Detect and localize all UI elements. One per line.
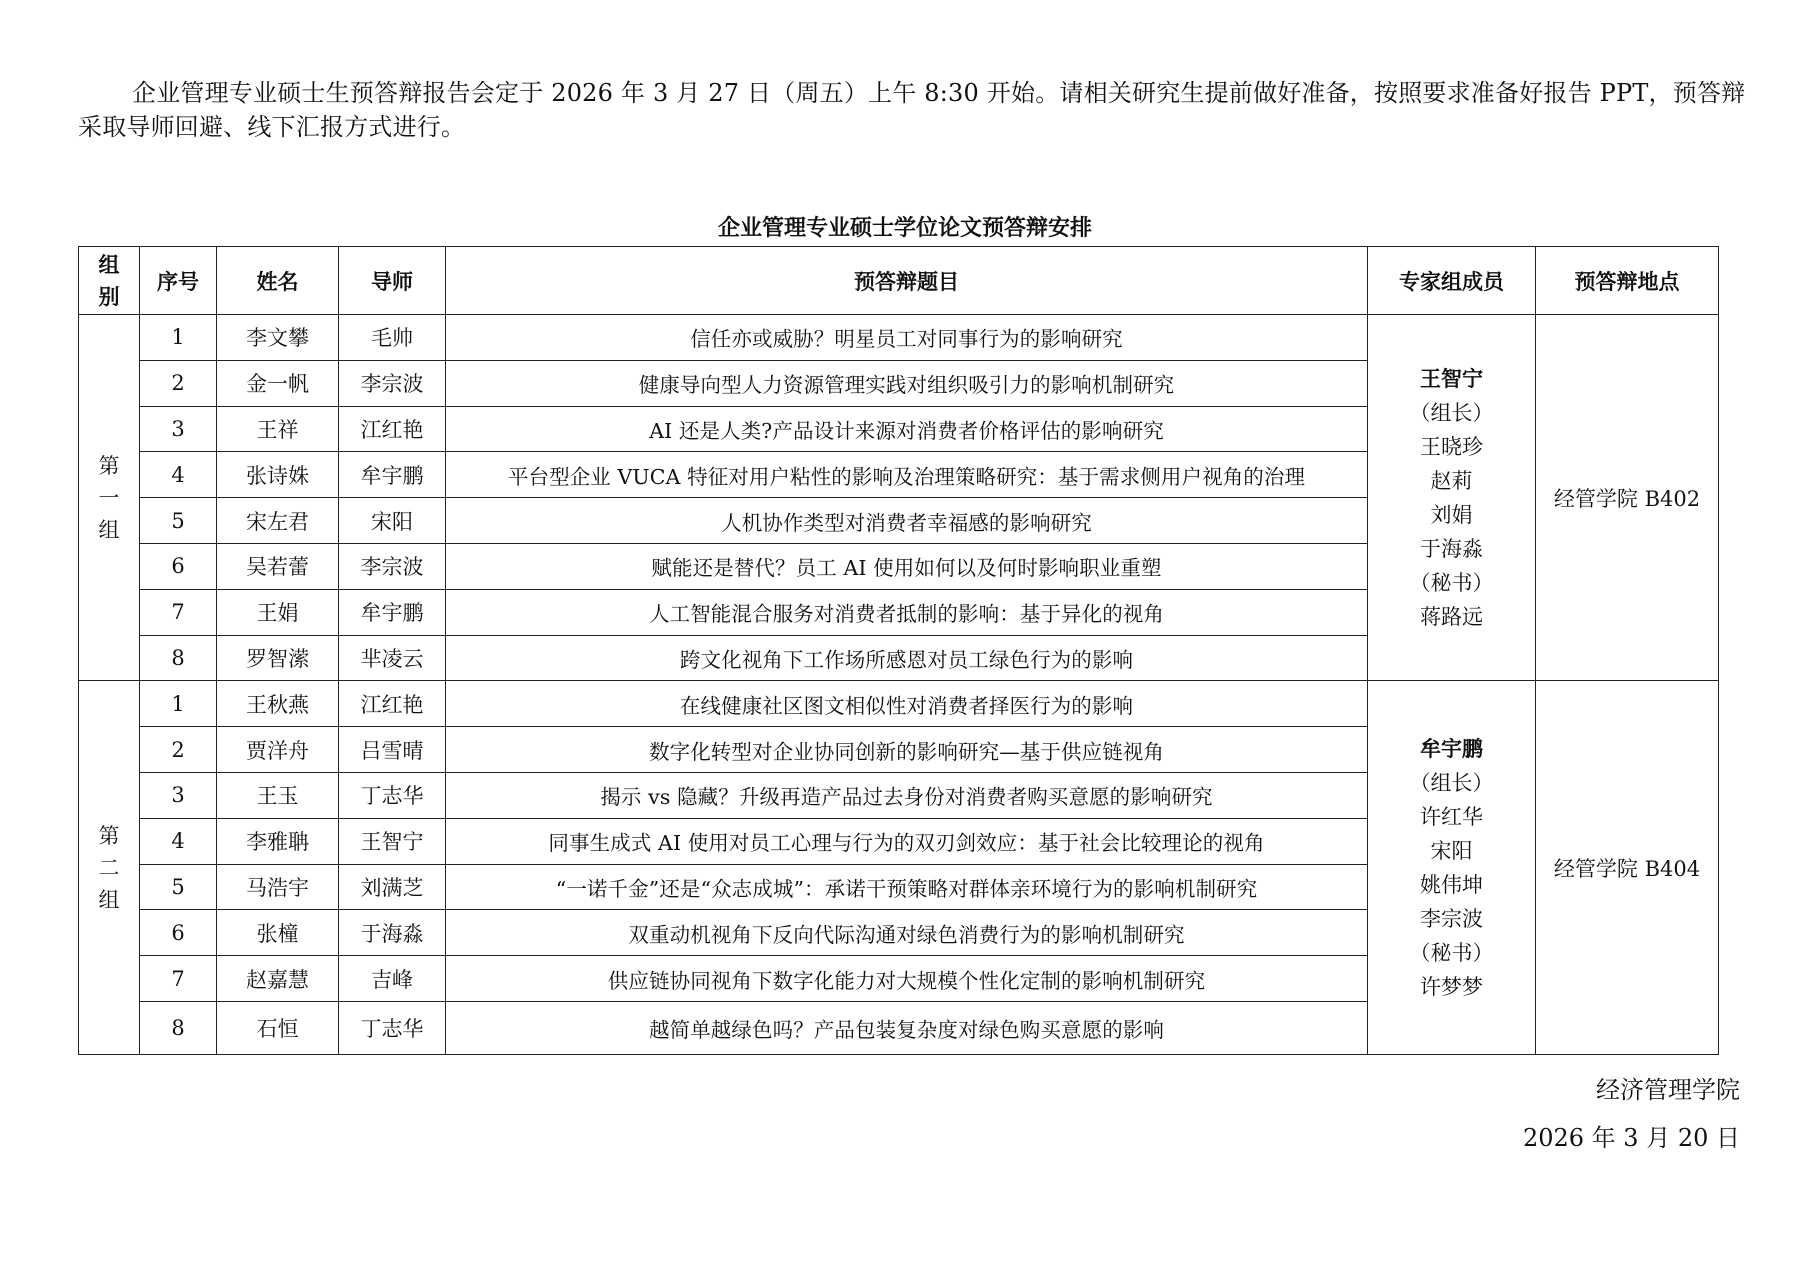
expert-member: 于海淼 xyxy=(1420,536,1483,561)
defense-schedule-table xyxy=(78,246,1719,1055)
header-experts: 专家组成员 xyxy=(1368,247,1536,315)
advisor-cell: 吕雪晴 xyxy=(339,727,446,773)
advisor-cell: 王智宁 xyxy=(339,818,446,864)
seq-cell: 3 xyxy=(140,406,217,452)
header-group xyxy=(79,247,140,315)
seq-cell: 4 xyxy=(140,818,217,864)
seq-cell: 7 xyxy=(140,589,217,635)
topic-cell: 跨文化视角下工作场所感恩对员工绿色行为的影响 xyxy=(446,635,1368,681)
topic-cell: 信任亦或威胁？明星员工对同事行为的影响研究 xyxy=(446,315,1368,361)
defense-location: 经管学院 B402 xyxy=(1536,315,1719,681)
topic-cell: “一诺千金”还是“众志成城”：承诺干预策略对群体亲环境行为的影响机制研究 xyxy=(446,864,1368,910)
expert-member: 许红华 xyxy=(1420,804,1483,829)
group-label-char: 第 xyxy=(98,453,120,478)
advisor-cell: 江红艳 xyxy=(339,406,446,452)
expert-member: 王晓珍 xyxy=(1420,434,1483,459)
advisor-cell: 宋阳 xyxy=(339,498,446,544)
group-label-char: 一 xyxy=(98,485,120,510)
expert-member: 赵莉 xyxy=(1430,468,1473,493)
seq-cell: 2 xyxy=(140,727,217,773)
schedule-body xyxy=(79,315,1719,1055)
expert-leader-name: 王智宁 xyxy=(1420,366,1483,391)
topic-cell: 供应链协同视角下数字化能力对大规模个性化定制的影响机制研究 xyxy=(446,956,1368,1002)
expert-member: （秘书） xyxy=(1409,570,1494,595)
topic-cell: 在线健康社区图文相似性对消费者择医行为的影响 xyxy=(446,681,1368,727)
issuing-organization: 经济管理学院 xyxy=(1596,1076,1740,1104)
advisor-cell: 丁志华 xyxy=(339,772,446,818)
advisor-cell: 丁志华 xyxy=(339,1001,446,1054)
header-seq: 序号 xyxy=(140,247,217,315)
advisor-cell: 吉峰 xyxy=(339,956,446,1002)
group-label-char: 第 xyxy=(98,823,120,848)
student-name-cell: 李文攀 xyxy=(217,315,339,361)
header-location: 预答辩地点 xyxy=(1536,247,1719,315)
expert-member: （组长） xyxy=(1409,400,1494,425)
expert-member: （秘书） xyxy=(1409,940,1494,965)
seq-cell: 1 xyxy=(140,681,217,727)
group-label xyxy=(79,681,140,1055)
seq-cell: 4 xyxy=(140,452,217,498)
group-label-char: 二 xyxy=(98,855,120,880)
topic-cell: AI 还是人类?产品设计来源对消费者价格评估的影响研究 xyxy=(446,406,1368,452)
seq-cell: 3 xyxy=(140,772,217,818)
header-topic: 预答辩题目 xyxy=(446,247,1368,315)
issue-date: 2026 年 3 月 20 日 xyxy=(1522,1124,1740,1152)
expert-member: 姚伟坤 xyxy=(1420,872,1483,897)
seq-cell: 8 xyxy=(140,635,217,681)
student-name-cell: 石恒 xyxy=(217,1001,339,1054)
advisor-cell: 毛帅 xyxy=(339,315,446,361)
topic-cell: 平台型企业 VUCA 特征对用户粘性的影响及治理策略研究：基于需求侧用户视角的治理 xyxy=(446,452,1368,498)
expert-member: （组长） xyxy=(1409,770,1494,795)
topic-cell: 人工智能混合服务对消费者抵制的影响：基于异化的视角 xyxy=(446,589,1368,635)
topic-cell: 双重动机视角下反向代际沟通对绿色消费行为的影响机制研究 xyxy=(446,910,1368,956)
student-name-cell: 张诗姝 xyxy=(217,452,339,498)
topic-cell: 赋能还是替代？员工 AI 使用如何以及何时影响职业重塑 xyxy=(446,543,1368,589)
expert-member: 宋阳 xyxy=(1430,838,1473,863)
header-name: 姓名 xyxy=(217,247,339,315)
seq-cell: 8 xyxy=(140,1001,217,1054)
expert-member: 李宗波 xyxy=(1420,906,1483,931)
student-name-cell: 王娟 xyxy=(217,589,339,635)
advisor-cell: 李宗波 xyxy=(339,360,446,406)
group-label-char: 组 xyxy=(98,887,120,912)
header-group-char: 别 xyxy=(98,284,120,309)
topic-cell: 数字化转型对企业协同创新的影响研究—基于供应链视角 xyxy=(446,727,1368,773)
advisor-cell: 芈凌云 xyxy=(339,635,446,681)
advisor-cell: 刘满芝 xyxy=(339,864,446,910)
expert-member: 许梦梦 xyxy=(1420,974,1483,999)
seq-cell: 7 xyxy=(140,956,217,1002)
student-name-cell: 罗智潆 xyxy=(217,635,339,681)
topic-cell: 人机协作类型对消费者幸福感的影响研究 xyxy=(446,498,1368,544)
advisor-cell: 李宗波 xyxy=(339,543,446,589)
student-name-cell: 宋左君 xyxy=(217,498,339,544)
seq-cell: 6 xyxy=(140,910,217,956)
advisor-cell: 牟宇鹏 xyxy=(339,452,446,498)
header-row xyxy=(79,247,1719,315)
expert-panel xyxy=(1368,315,1536,681)
seq-cell: 1 xyxy=(140,315,217,361)
student-name-cell: 吴若蕾 xyxy=(217,543,339,589)
seq-cell: 2 xyxy=(140,360,217,406)
table-title: 企业管理专业硕士学位论文预答辩安排 xyxy=(717,216,1092,241)
topic-cell: 揭示 vs 隐藏？升级再造产品过去身份对消费者购买意愿的影响研究 xyxy=(446,772,1368,818)
student-name-cell: 王秋燕 xyxy=(217,681,339,727)
header-advisor: 导师 xyxy=(339,247,446,315)
header-group-char: 组 xyxy=(98,252,120,277)
student-name-cell: 贾洋舟 xyxy=(217,727,339,773)
advisor-cell: 于海淼 xyxy=(339,910,446,956)
group-label xyxy=(79,315,140,681)
student-name-cell: 王祥 xyxy=(217,406,339,452)
seq-cell: 6 xyxy=(140,543,217,589)
table-row xyxy=(79,681,1719,727)
advisor-cell: 江红艳 xyxy=(339,681,446,727)
student-name-cell: 金一帆 xyxy=(217,360,339,406)
expert-member: 刘娟 xyxy=(1430,502,1473,527)
student-name-cell: 赵嘉慧 xyxy=(217,956,339,1002)
expert-panel xyxy=(1368,681,1536,1055)
group-label-char: 组 xyxy=(98,517,120,542)
student-name-cell: 张橦 xyxy=(217,910,339,956)
student-name-cell: 李雅聃 xyxy=(217,818,339,864)
student-name-cell: 王玉 xyxy=(217,772,339,818)
seq-cell: 5 xyxy=(140,864,217,910)
topic-cell: 同事生成式 AI 使用对员工心理与行为的双刃剑效应：基于社会比较理论的视角 xyxy=(446,818,1368,864)
topic-cell: 越简单越绿色吗？产品包装复杂度对绿色购买意愿的影响 xyxy=(446,1001,1368,1054)
topic-cell: 健康导向型人力资源管理实践对组织吸引力的影响机制研究 xyxy=(446,360,1368,406)
notice-paragraph: 企业管理专业硕士生预答辩报告会定于 2026 年 3 月 27 日（周五）上午 8:30 开始。请相关研究生提前做好准备，按照要求准备好报告 PPT，预答辩采取导师回避、线下汇报方式进行。 xyxy=(78,79,1746,141)
expert-member: 蒋路远 xyxy=(1420,604,1483,629)
defense-location: 经管学院 B404 xyxy=(1536,681,1719,1055)
advisor-cell: 牟宇鹏 xyxy=(339,589,446,635)
seq-cell: 5 xyxy=(140,498,217,544)
expert-leader-name: 牟宇鹏 xyxy=(1420,736,1483,761)
table-row xyxy=(79,315,1719,361)
student-name-cell: 马浩宇 xyxy=(217,864,339,910)
